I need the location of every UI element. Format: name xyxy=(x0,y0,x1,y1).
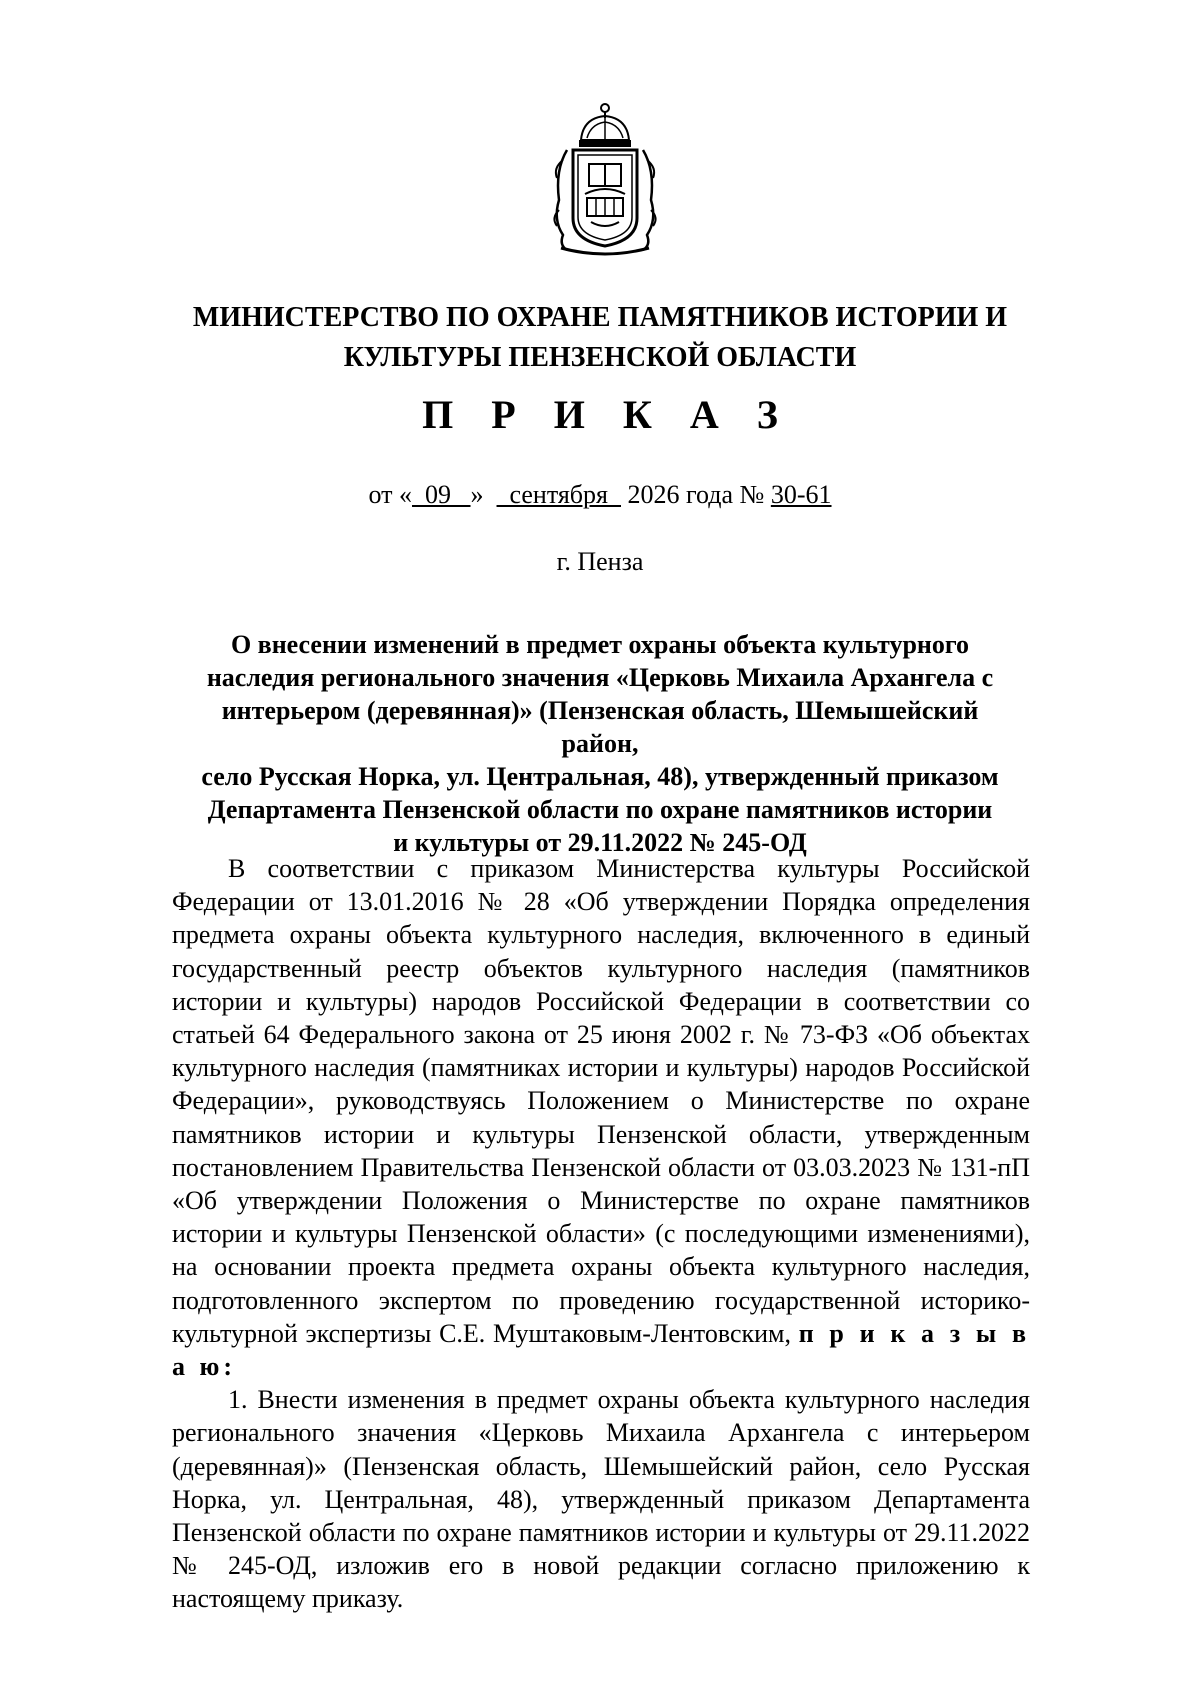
preamble-paragraph xyxy=(172,852,1030,1383)
subject-line4: село Русская Норка, ул. Центральная, 48), утвержденный приказом xyxy=(201,762,999,791)
document-type-title: П Р И К А З xyxy=(422,392,792,437)
item-1-paragraph: 1. Внести изменения в предмет охраны объекта культурного наследия регионального значения «Церковь Михаила Архангела с интерьером (деревянная)» (Пензенская область, Шемышейский район, село Русская Норка, ул. Центральная, 48), утвержденный приказом Департамента Пензенской области по охране памятников истории и культуры от 29.11.2022 № 245-ОД, изложив его в новой редакции согласно приложению к настоящему приказу. xyxy=(172,1385,1030,1614)
ministry-name xyxy=(150,298,1050,378)
order-body xyxy=(172,852,1030,1616)
date-year-text: 2026 года № xyxy=(621,480,771,509)
order-word: п р и к а з ы в а ю: xyxy=(172,1318,1030,1382)
date-month: сентября xyxy=(496,480,621,509)
subject-line3: интерьером (деревянная)» (Пензенская область, Шемышейский район, xyxy=(221,696,979,758)
order-number: 30-61 xyxy=(770,480,832,509)
ministry-name-line2: КУЛЬТУРЫ ПЕНЗЕНСКОЙ ОБЛАСТИ xyxy=(343,342,857,373)
city-name: г. Пенза xyxy=(556,547,644,576)
date-day: 09 xyxy=(412,480,471,509)
subject-line5: Департамента Пензенской области по охране памятников истории xyxy=(207,795,993,824)
coat-of-arms-emblem xyxy=(545,100,665,258)
ministry-name-line1: МИНИСТЕРСТВО ПО ОХРАНЕ ПАМЯТНИКОВ ИСТОРИИ И xyxy=(192,302,1008,333)
subject-line1: О внесении изменений в предмет охраны объекта культурного xyxy=(230,630,970,659)
order-date-line xyxy=(0,478,1200,512)
date-mid: » xyxy=(470,480,497,509)
preamble-text: В соответствии с приказом Министерства культуры Российской Федерации от 13.01.2016 № 28 «Об утверждении Порядка определения предмета охраны объекта культурного наследия, включенного в единый государственный реестр объектов культурного наследия (памятников истории и культуры) народов Российской Федерации в соответствии со статьей 64 Федерального закона от 25 июня 2002 г. № 73-ФЗ «Об объектах культурного наследия (памятниках истории и культуры) народов Российской Федерации», руководствуясь Положением о Министерстве по охране памятников истории и культуры Пензенской области, утвержденным постановлением Правительства Пензенской области от 03.03.2023 № 131-пП «Об утверждении Положения о Министерстве по охране памятников истории и культуры Пензенской области» (с последующими изменениями), на основании проекта предмета охраны объекта культурного наследия, подготовленного экспертом по проведению государственной историко-культурной экспертизы С.Е. Муштаковым-Лентовским, xyxy=(172,854,1030,1348)
order-subject xyxy=(195,628,1005,859)
subject-line2: наследия регионального значения «Церковь Михаила Архангела с xyxy=(206,663,994,692)
subject-line6: и культуры от 29.11.2022 № 245-ОД xyxy=(393,828,807,857)
date-prefix: от « xyxy=(368,480,413,509)
